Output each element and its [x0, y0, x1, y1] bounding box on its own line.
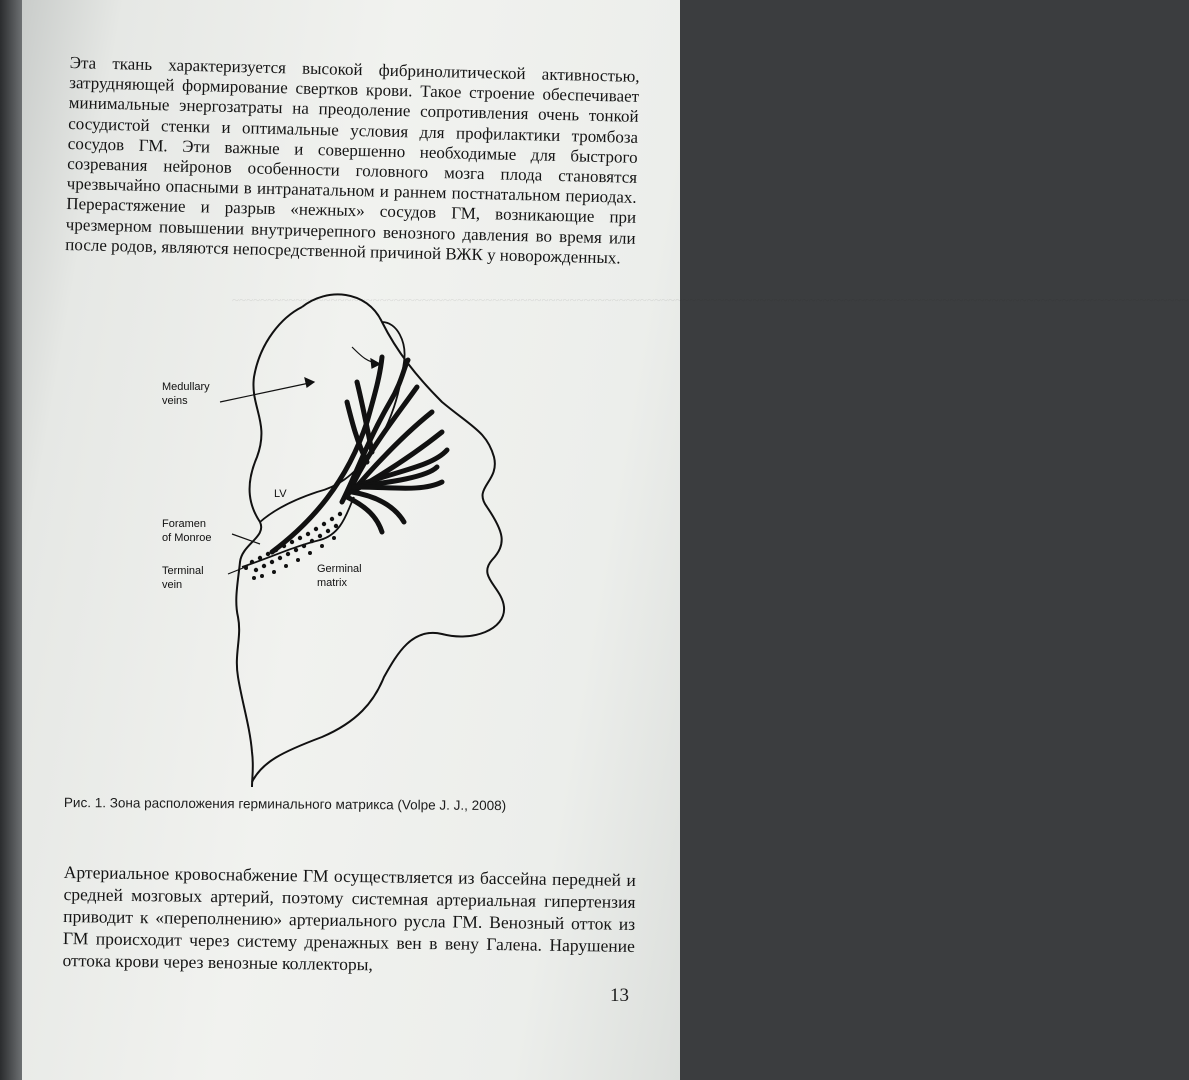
label-germinal: Germinal — [317, 563, 362, 575]
paragraph-bottom: Артериальное кровоснабжение ГМ осуществляется из бассейна передней и средней мозговых артерий, поэтому системная артериальная гипертензия приводит к «переполнению» артериального русла ГМ. Венозный отток из ГМ происходит через систему дренажных вен в вену Галена. Нарушение оттока крови через венозные коллекторы, — [62, 861, 636, 974]
book-page — [22, 0, 1189, 1080]
paragraph-top: Эта ткань характеризуется высокой фибринолитической активностью, затрудняющей формирование свертков крови. Такое строение обеспечивает минимальные энергозатраты на преодоление сопротивления очень тонкой сосудистой стенки и оптимальные условия для профилактики тромбоза сосудов ГМ. Эти важные и совершенно необходимые для быстрого созревания нейронов особенности головного мозга плода становятся чрезвычайно опасными в интранатальном и раннем постнатальном периодах. Перерастяжение и разрыв «нежных» сосудов ГМ, возникающие при чрезмерном повышении внутричерепного венозного давления во время или после родов, являются непосредственной причиной ВЖК у новорожденных. — [65, 53, 640, 268]
medullary-veins — [272, 357, 447, 552]
label-lv: LV — [274, 488, 287, 500]
label-veins: veins — [162, 395, 188, 407]
label-terminal: Terminal — [162, 565, 204, 577]
label-of-monroe: of Monroe — [162, 532, 212, 544]
label-foramen: Foramen — [162, 518, 207, 530]
germinal-matrix-figure — [142, 282, 562, 802]
cortex-outline — [236, 307, 302, 787]
page-number: 13 — [610, 985, 629, 1006]
figure-caption: Рис. 1. Зона расположения герминального матрикса (Volpe J. J., 2008) — [63, 795, 507, 814]
show-through-text: ~~~~~~~~~~~~~~~~~~~~~~~~~~~~~~~~~~~~~~~~~~~~~~~~~~~~~~~~~~~~~~~~~~~~~~~~~~~~~~~~~~~~~~~~~~~~~~~~~~~~~~~~~~~~~~~~~~~~~~~~~~~~~~~~~~~~~~~~ — [232, 292, 1189, 307]
label-vein: vein — [162, 579, 183, 591]
label-medullary: Medullary — [162, 381, 210, 393]
label-matrix: matrix — [317, 577, 347, 589]
